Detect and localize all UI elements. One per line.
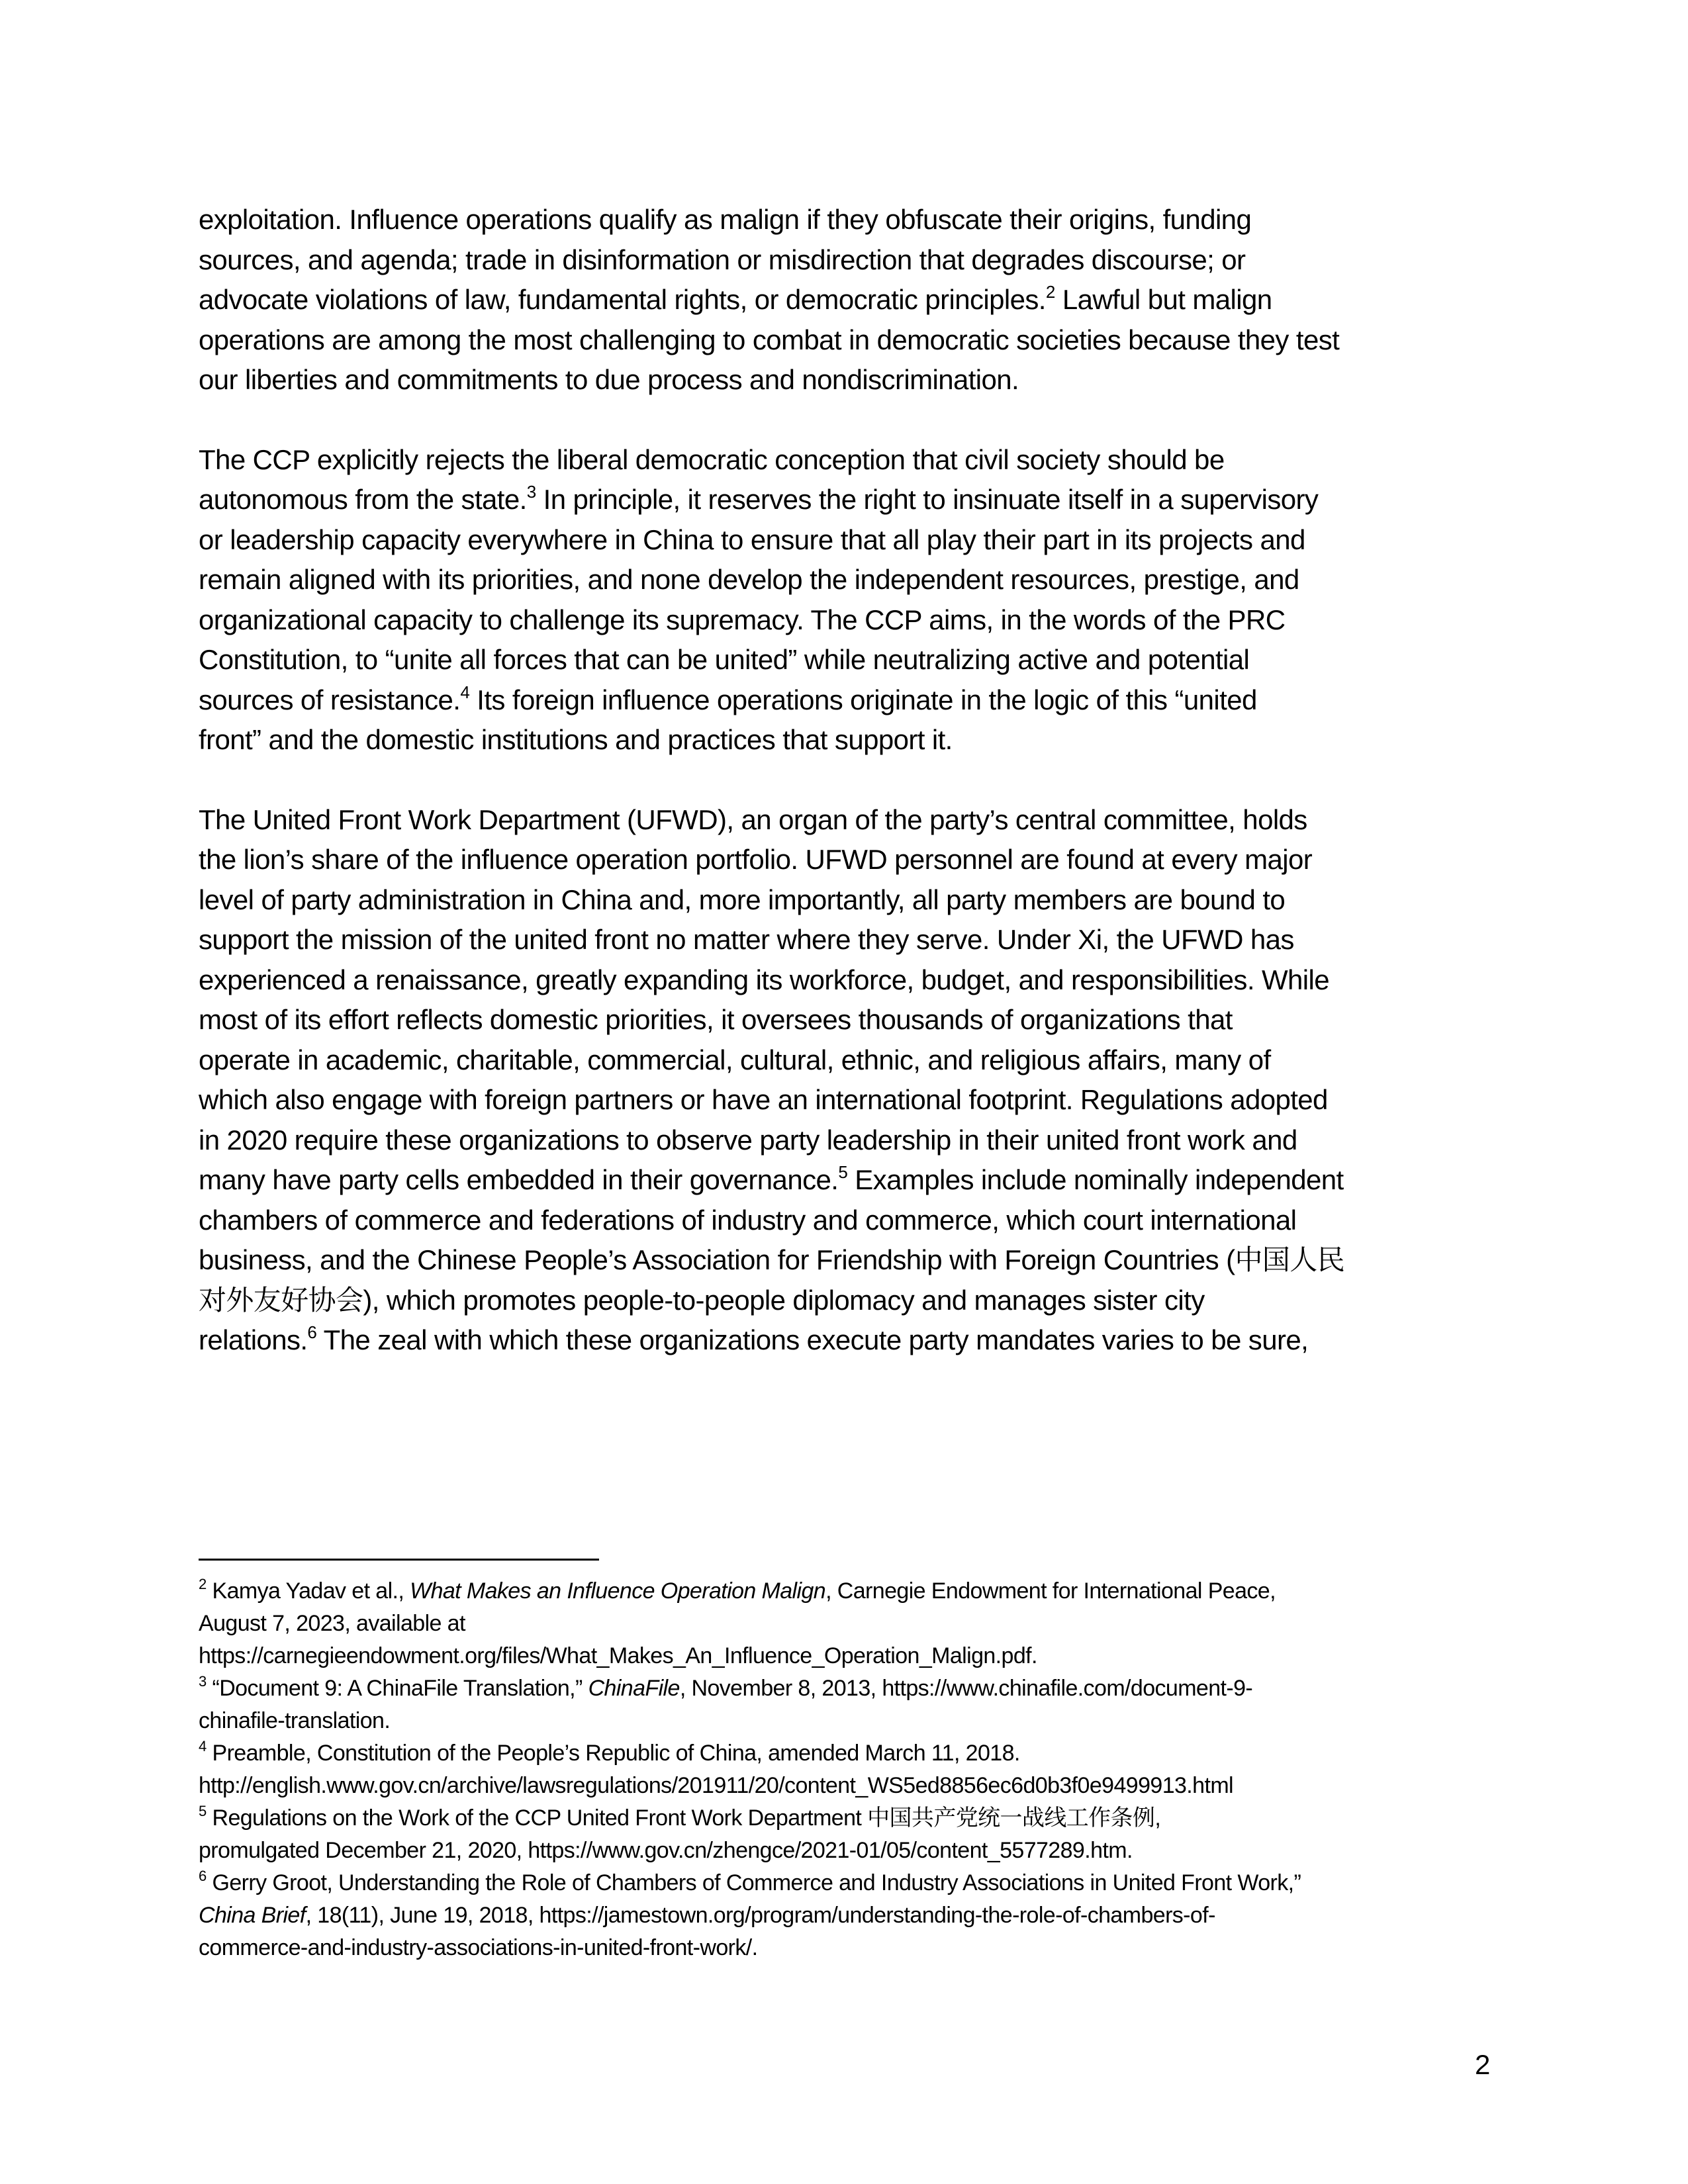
footnote-3 [199,1672,1496,1737]
footnote-line: August 7, 2023, available at [199,1611,465,1636]
footnote-reference[interactable]: 6 [307,1322,317,1342]
footnote-number: 3 [199,1672,207,1690]
text-line: level of party administration in China and, more importantly, all party members are bound to [199,884,1286,915]
footnote-reference[interactable]: 3 [526,482,536,502]
text-line: exploitation. Influence operations qualify as malign if they obfuscate their origins, funding [199,204,1252,235]
text-line: 对外友好协会), which promotes people-to-people diplomacy and manages sister city [199,1284,1205,1316]
text-line: which also engage with foreign partners or have an international footprint. Regulations adopted [199,1084,1328,1115]
text-line: sources of resistance.$^4$ Its foreign influence operations originate in the logic of this “united [199,682,1257,715]
text-line: many have party cells embedded in their governance.$^5$ Examples include nominally independent [199,1162,1344,1195]
page-number: 2 [1475,2049,1491,2080]
text-line: front” and the domestic institutions and practices that support it. [199,724,953,755]
footnote-line: promulgated December 21, 2020, https://www.gov.cn/zhengce/2021-01/05/content_5577289.htm. [199,1838,1133,1863]
footnote-line: $^5$ Regulations on the Work of the CCP United Front Work Department 中国共产党统一战线工作条例, [199,1802,1161,1831]
paragraph [199,200,1496,400]
footnote-2 [199,1575,1496,1672]
footnote-line: https://carnegieendowment.org/files/What_Makes_An_Influence_Operation_Malign.pdf. [199,1643,1037,1668]
footnote-6 [199,1867,1496,1964]
text-line: support the mission of the united front no matter where they serve. Under Xi, the UFWD has [199,924,1294,955]
text-line: advocate violations of law, fundamental rights, or democratic principles.$^2$ Lawful but malign [199,282,1272,315]
footnote-4 [199,1737,1496,1802]
footnote-5 [199,1802,1496,1867]
footnote-separator [199,1559,599,1561]
footnote-line: $^6$ Gerry Groot, Understanding the Role of Chambers of Commerce and Industry Associations in United Front Work,” [199,1867,1301,1895]
footnote-line: $^3$ “Document 9: A ChinaFile Translation,” ChinaFile, November 8, 2013, https://www.chinafile.com/document-9- [199,1672,1253,1701]
text-line: business, and the Chinese People’s Association for Friendship with Foreign Countries (中国人民 [199,1244,1345,1275]
footnote-number: 5 [199,1802,207,1819]
text-line: experienced a renaissance, greatly expanding its workforce, budget, and responsibilities. While [199,964,1329,995]
footnote-line: $^4$ Preamble, Constitution of the People’s Republic of China, amended March 11, 2018. [199,1737,1020,1766]
footnote-reference[interactable]: 2 [1045,282,1055,302]
text-line: sources, and agenda; trade in disinformation or misdirection that degrades discourse; or [199,244,1246,275]
text-line: autonomous from the state.$^3$ In principle, it reserves the right to insinuate itself in a supervisory [199,482,1319,515]
footnote-reference[interactable]: 4 [460,682,470,702]
text-line: relations.$^6$ The zeal with which these organizations execute party mandates varies to be sure, [199,1322,1309,1355]
body-text [199,200,1496,1400]
text-line: remain aligned with its priorities, and none develop the independent resources, prestige, and [199,564,1299,595]
paragraph [199,800,1496,1361]
footnote-number: 2 [199,1575,207,1592]
text-line: The United Front Work Department (UFWD), an organ of the party’s central committee, holds [199,803,1307,835]
text-line: operations are among the most challenging to combat in democratic societies because they test [199,324,1340,355]
paragraph [199,440,1496,760]
text-line: our liberties and commitments to due process and nondiscrimination. [199,364,1019,395]
footnote-line: chinafile-translation. [199,1708,391,1733]
text-line: chambers of commerce and federations of industry and commerce, which court international [199,1204,1297,1236]
footnote-reference[interactable]: 5 [838,1162,848,1182]
text-line: Constitution, to “unite all forces that can be united” while neutralizing active and potential [199,644,1250,675]
footnote-line: commerce-and-industry-associations-in-united-front-work/. [199,1935,758,1960]
footnote-number: 6 [199,1867,207,1884]
text-line: operate in academic, charitable, commercial, cultural, ethnic, and religious affairs, many of [199,1044,1271,1075]
text-line: most of its effort reflects domestic priorities, it oversees thousands of organizations that [199,1004,1233,1035]
text-line: in 2020 require these organizations to observe party leadership in their united front work and [199,1124,1297,1156]
footnote-line: China Brief, 18(11), June 19, 2018, https://jamestown.org/program/understanding-the-role-of-chambers-of- [199,1903,1215,1928]
text-line: or leadership capacity everywhere in China to ensure that all play their part in its projects and [199,523,1305,555]
footnote-number: 4 [199,1737,207,1754]
text-line: organizational capacity to challenge its supremacy. The CCP aims, in the words of the PRC [199,604,1286,635]
text-line: The CCP explicitly rejects the liberal democratic conception that civil society should be [199,443,1225,475]
footnote-line: http://english.www.gov.cn/archive/lawsregulations/201911/20/content_WS5ed8856ec6d0b3f0e9499913.html [199,1773,1233,1798]
text-line: the lion’s share of the influence operation portfolio. UFWD personnel are found at every major [199,844,1313,875]
footnote-line: $^2$ Kamya Yadav et al., What Makes an Influence Operation Malign, Carnegie Endowment for International Peace, [199,1575,1276,1604]
footnotes [199,1575,1496,1964]
